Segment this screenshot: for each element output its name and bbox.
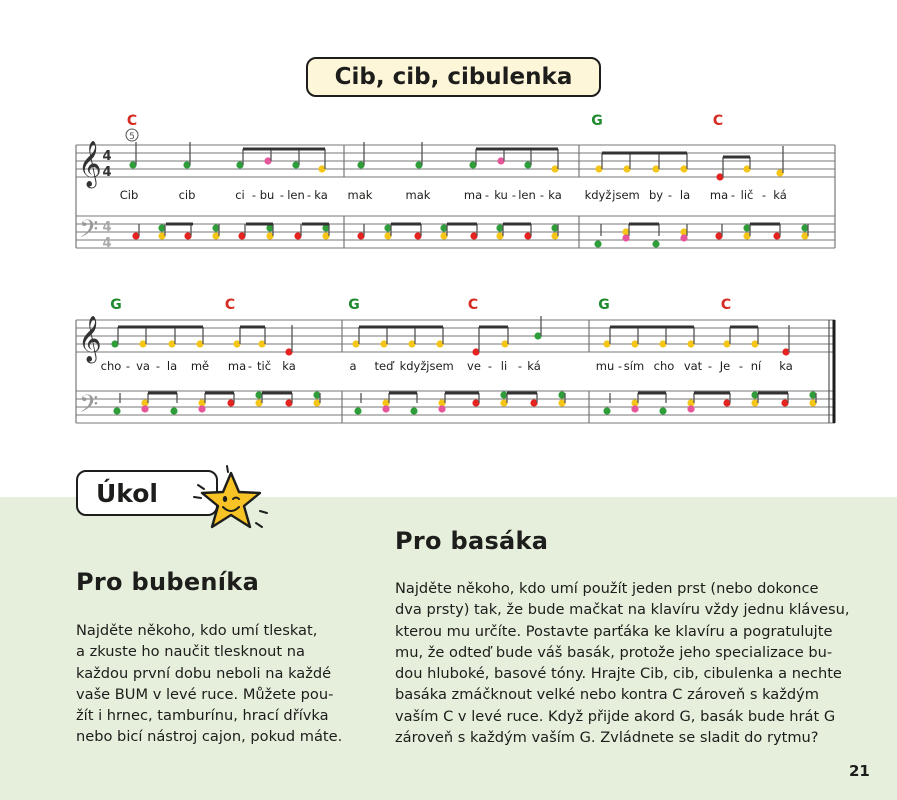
- drummer-paragraph: [76, 620, 376, 748]
- lyric-syllable: tič: [256, 359, 272, 373]
- lyric-syllable: -: [707, 359, 713, 373]
- paragraph-line: basáka zmáčknout velké nebo kontra C zároveň s každým: [395, 686, 820, 704]
- task-label: Úkol: [76, 470, 218, 516]
- lyric-syllable: la: [679, 188, 691, 202]
- lyric-syllable: jsem: [426, 359, 454, 373]
- lyric-syllable: -: [730, 188, 736, 202]
- lyric-syllable: jsem: [612, 188, 640, 202]
- chord-symbol: C: [224, 297, 236, 313]
- time-signature: 4: [102, 149, 112, 164]
- lyric-syllable: -: [617, 359, 623, 373]
- paragraph-line: mu, že odteď bude váš basák, protože jeho specializace bu-: [395, 643, 833, 661]
- lyric-syllable: ma: [463, 188, 483, 202]
- lyric-syllable: -: [539, 188, 545, 202]
- time-signature: 4: [102, 165, 112, 180]
- lyric-syllable: la: [166, 359, 178, 373]
- lyric-syllable: a: [349, 359, 357, 373]
- lyric-syllable: ci: [235, 188, 245, 202]
- note-head: [141, 405, 148, 412]
- lyric-syllable: -: [738, 359, 744, 373]
- finger-number: 5: [129, 132, 135, 142]
- lyric-syllable: ka: [779, 359, 793, 373]
- note-head: [652, 240, 659, 247]
- page-number: 21: [849, 762, 870, 780]
- paragraph-line: kterou mu určíte. Postavte parťáka ke klavíru a pogratulujte: [395, 622, 833, 640]
- paragraph-line: každou první dobu neboli na každé: [76, 664, 332, 682]
- lyric-syllable: by: [648, 188, 664, 202]
- lyric-syllable: -: [306, 188, 312, 202]
- note-head: [170, 407, 177, 414]
- lyric-syllable: bu: [259, 188, 275, 202]
- treble-clef-icon: 𝄞: [78, 141, 102, 187]
- note-head: [631, 405, 638, 412]
- note-head: [594, 240, 601, 247]
- lyric-syllable: mu: [595, 359, 615, 373]
- drummer-heading: Pro bubeníka: [76, 568, 260, 596]
- lyric-syllable: len: [287, 188, 305, 202]
- star-mascot-icon: [190, 463, 272, 541]
- lyric-syllable: -: [761, 188, 767, 202]
- paragraph-line: Najděte někoho, kdo umí tleskat,: [76, 622, 318, 639]
- note-head: [410, 407, 417, 414]
- lyric-syllable: ka: [314, 188, 328, 202]
- chord-symbol: C: [467, 297, 479, 313]
- song-title: Cib, cib, cibulenka: [306, 57, 601, 97]
- chord-symbol: C: [126, 113, 138, 129]
- lyric-syllable: Cib: [119, 188, 139, 202]
- paragraph-line: dva prsty) tak, že bude mačkat na klavíru vždy jednu klávesu,: [395, 601, 850, 619]
- lyric-syllable: mak: [347, 188, 373, 202]
- chord-symbol: C: [720, 297, 732, 313]
- note-head: [603, 407, 610, 414]
- note-head: [687, 405, 694, 412]
- note-head: [659, 407, 666, 414]
- lyric-syllable: cho: [653, 359, 675, 373]
- chord-symbol: G: [598, 297, 610, 313]
- lyric-syllable: -: [125, 359, 131, 373]
- lyric-syllable: -: [484, 188, 490, 202]
- lyric-syllable: ku: [494, 188, 508, 202]
- note-head: [113, 407, 120, 414]
- lyric-syllable: ní: [750, 359, 762, 373]
- lyric-syllable: cho: [100, 359, 122, 373]
- bass-clef-icon: 𝄢: [79, 390, 99, 425]
- lyric-syllable: len: [518, 188, 536, 202]
- paragraph-line: vaším C v levé ruce. Když přijde akord G, basák bude hrát G: [395, 707, 836, 725]
- lyric-syllable: teď: [374, 359, 394, 373]
- lyric-syllable: va: [136, 359, 150, 373]
- bassist-paragraph: [395, 578, 865, 748]
- note-head: [438, 405, 445, 412]
- lyric-syllable: sím: [623, 359, 645, 373]
- chord-symbol: C: [712, 113, 724, 129]
- lyric-syllable: -: [667, 188, 673, 202]
- bass-clef-icon: 𝄢: [79, 215, 99, 250]
- lyric-syllable: -: [511, 188, 517, 202]
- note-head: [198, 405, 205, 412]
- note-head: [382, 405, 389, 412]
- lyric-syllable: Je: [719, 359, 731, 373]
- time-signature: 4: [102, 220, 112, 235]
- lyric-syllable: ká: [773, 188, 787, 202]
- lyric-syllable: ve: [467, 359, 481, 373]
- time-signature: 4: [102, 236, 112, 251]
- paragraph-line: zároveň s každým vaším G. Zvládnete se sladit do rytmu?: [395, 729, 819, 747]
- lyric-syllable: ka: [282, 359, 296, 373]
- lyric-syllable: -: [487, 359, 493, 373]
- lyric-syllable: li: [500, 359, 508, 373]
- lyric-syllable: když: [584, 188, 612, 202]
- lyric-syllable: ma: [709, 188, 729, 202]
- treble-clef-icon: 𝄞: [78, 316, 102, 362]
- lyric-syllable: -: [155, 359, 161, 373]
- note-head: [354, 407, 361, 414]
- lyric-syllable: když: [399, 359, 427, 373]
- lyric-syllable: mě: [190, 359, 210, 373]
- chord-symbol: G: [591, 113, 603, 129]
- paragraph-line: vaše BUM v levé ruce. Můžete pou-: [76, 685, 334, 703]
- lyric-syllable: -: [279, 188, 285, 202]
- paragraph-line: dou hluboké, basové tóny. Hrajte Cib, cib, cibulenka a nechte: [395, 665, 842, 683]
- bassist-heading: Pro basáka: [395, 527, 549, 555]
- paragraph-line: a zkuste ho naučit tlesknout na: [76, 643, 305, 661]
- lyric-syllable: -: [251, 188, 257, 202]
- lyric-syllable: vat: [683, 359, 703, 373]
- paragraph-line: Najděte někoho, kdo umí použít jeden prst (nebo dokonce: [395, 580, 819, 597]
- paragraph-line: žít i hrnec, tamburínu, hrací dřívka: [76, 707, 329, 725]
- lyric-syllable: ka: [548, 188, 562, 202]
- lyric-syllable: -: [247, 359, 253, 373]
- lyric-syllable: mak: [405, 188, 431, 202]
- chord-symbol: G: [348, 297, 360, 313]
- lyric-syllable: cib: [178, 188, 196, 202]
- lyric-syllable: -: [517, 359, 523, 373]
- paragraph-line: nebo bicí nástroj cajon, pokud máte.: [76, 728, 343, 746]
- lyric-syllable: lič: [740, 188, 754, 202]
- lyric-syllable: ká: [527, 359, 541, 373]
- lyric-syllable: ma: [227, 359, 247, 373]
- chord-symbol: G: [110, 297, 122, 313]
